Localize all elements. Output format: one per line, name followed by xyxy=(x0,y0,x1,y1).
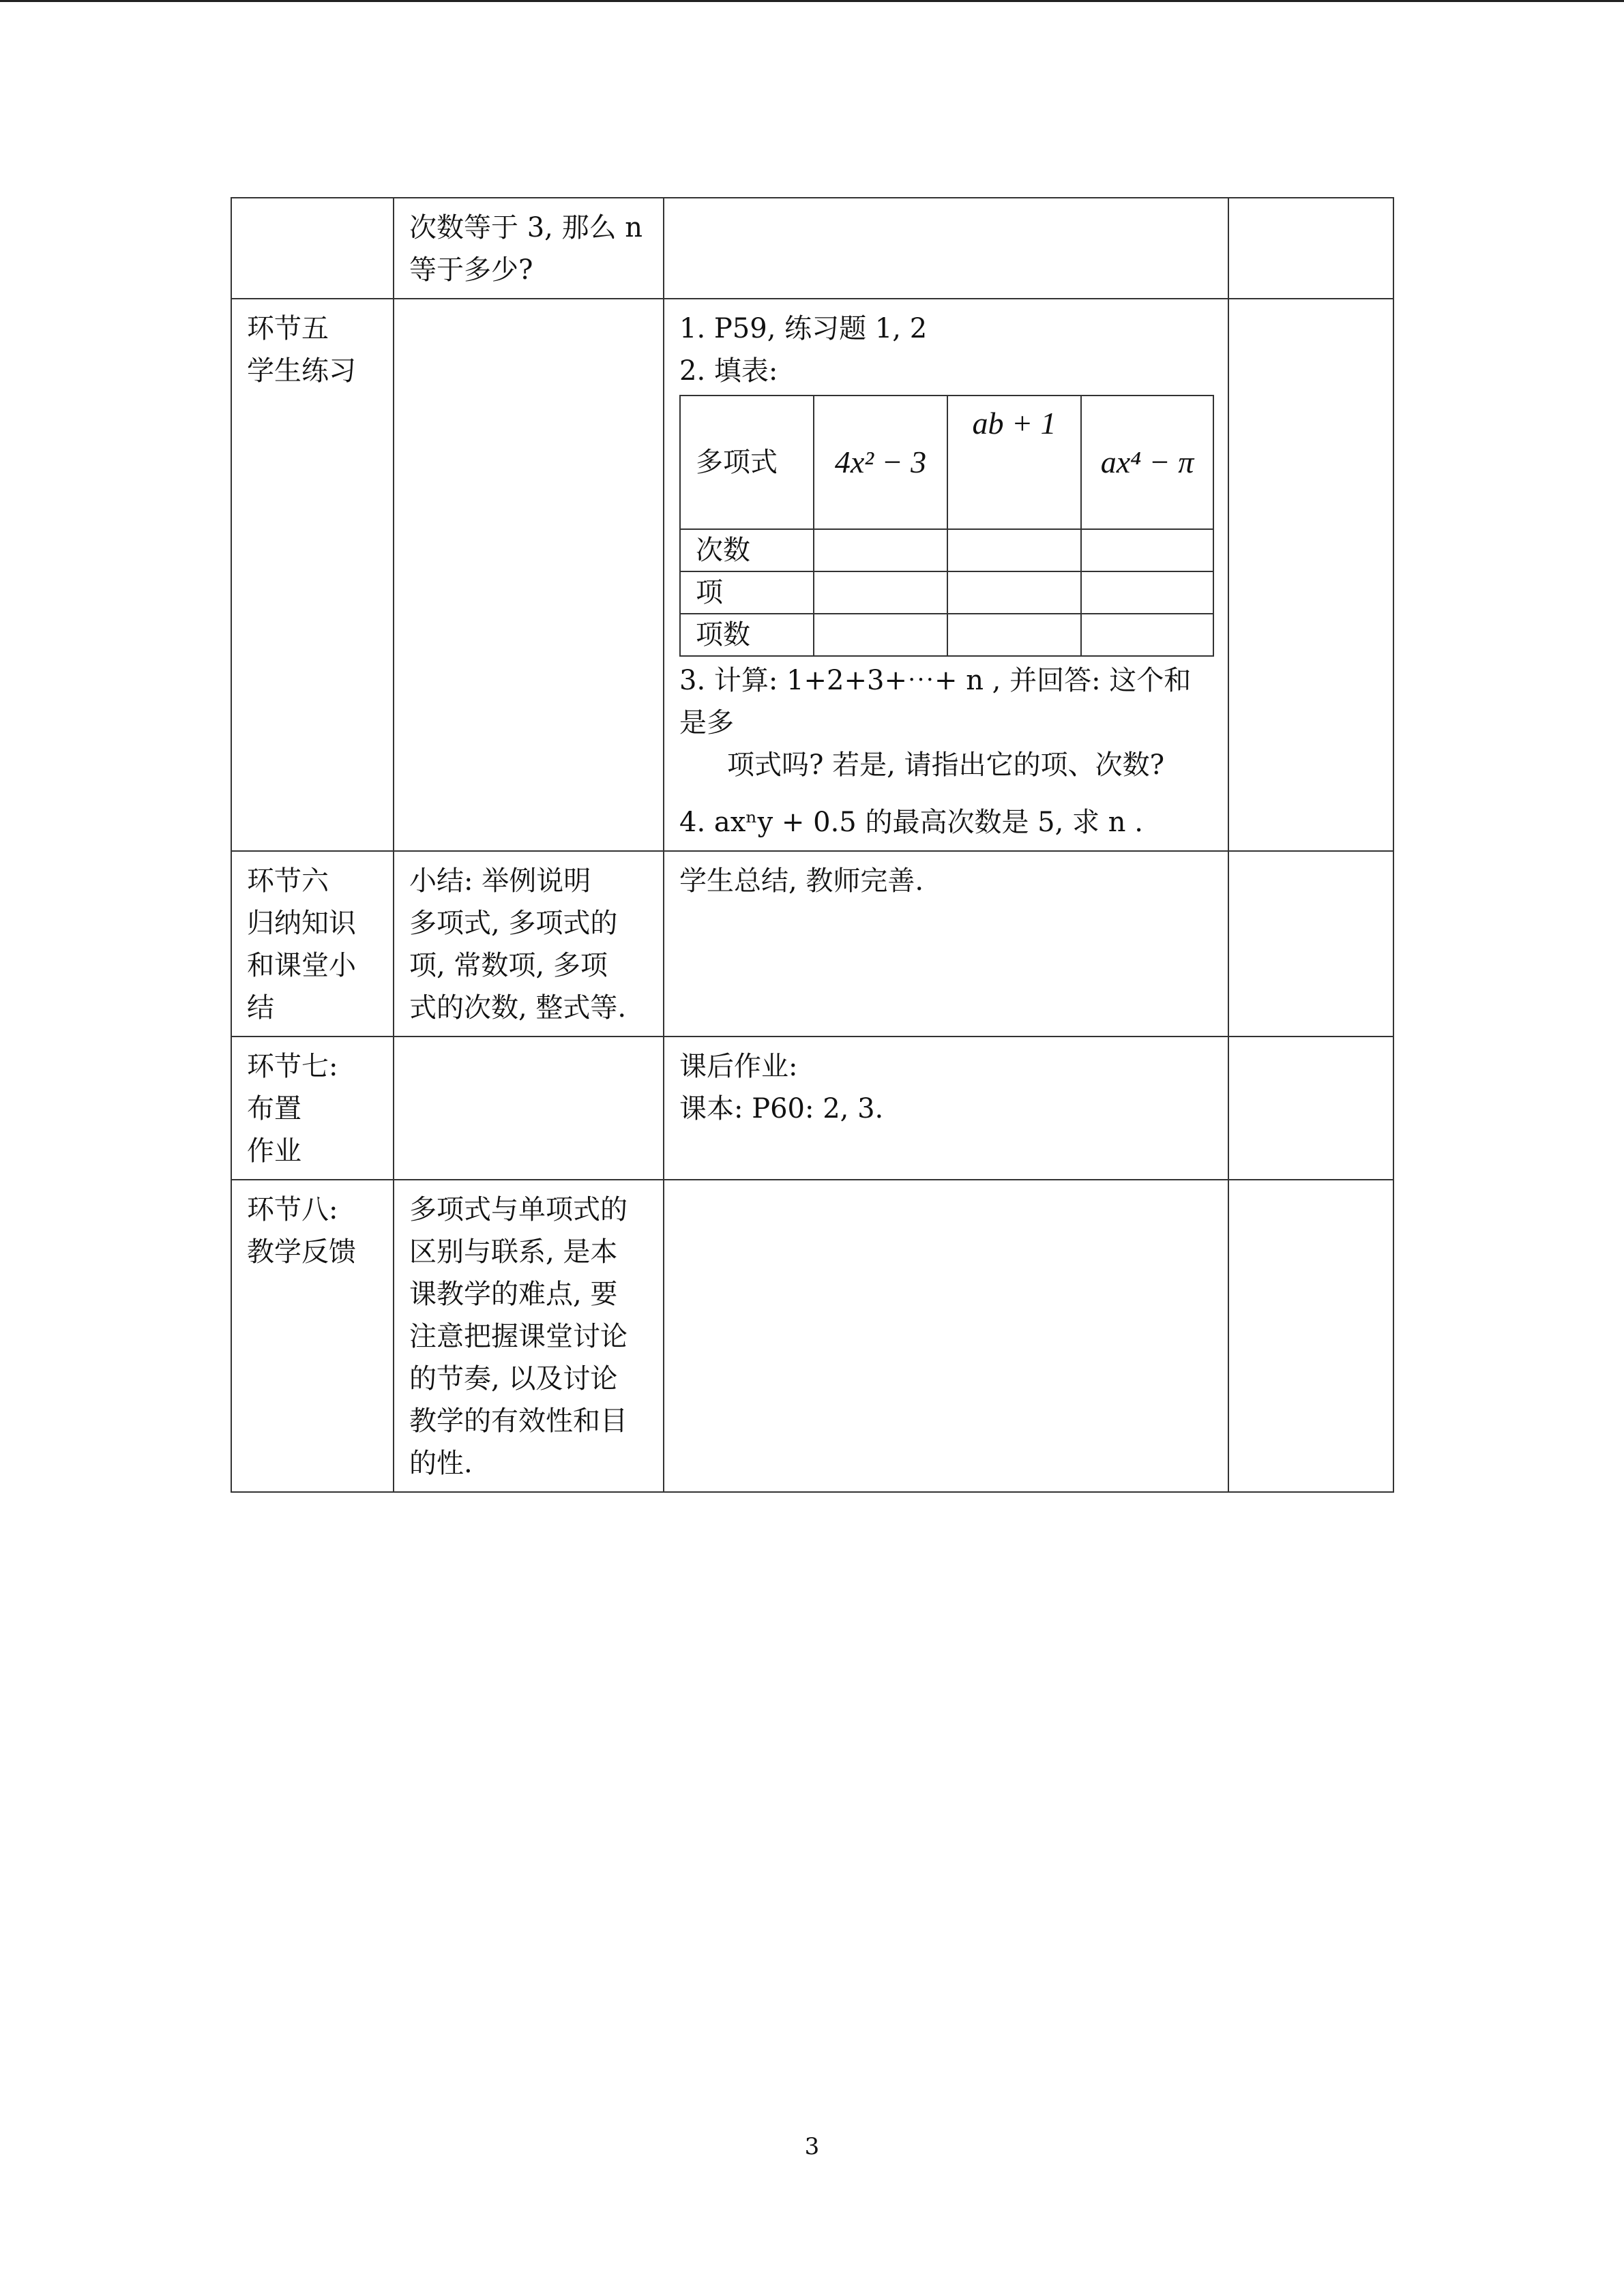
summary-line: 多项式, 多项式的 xyxy=(409,908,618,939)
stage-line: 学生练习 xyxy=(247,355,356,387)
summary-line: 的节奏, 以及讨论 xyxy=(409,1363,618,1395)
page-number: 3 xyxy=(804,2133,820,2160)
stage-cell xyxy=(231,299,394,851)
blank-cell xyxy=(814,529,947,571)
blank-cell xyxy=(814,571,947,614)
summary-cell xyxy=(394,1037,664,1180)
summary-line: 教学的有效性和目 xyxy=(409,1405,628,1437)
summary-line: 多项式与单项式的 xyxy=(409,1194,628,1225)
polynomial-expression: ax⁴ − π xyxy=(1081,396,1213,529)
activity-cell xyxy=(664,1037,1228,1180)
blank-cell xyxy=(1081,571,1213,614)
activity-cell xyxy=(664,1180,1228,1492)
summary-cell xyxy=(394,851,664,1037)
exercise-cell xyxy=(664,299,1228,851)
table-row xyxy=(231,299,1393,851)
exercise-item-4: 4. axⁿy + 0.5 的最高次数是 5, 求 n . xyxy=(679,807,1143,838)
summary-line: 的性. xyxy=(409,1448,473,1479)
lesson-plan-table xyxy=(231,197,1394,1493)
stage-cell xyxy=(231,198,394,299)
note-cell xyxy=(1228,1180,1393,1492)
fill-table-header-row xyxy=(680,396,1213,529)
polynomial-expression: ab + 1 xyxy=(947,396,1081,529)
fill-table-row xyxy=(680,614,1213,656)
blank-cell xyxy=(814,614,947,656)
stage-line: 作业 xyxy=(247,1135,301,1167)
fill-table-row xyxy=(680,529,1213,571)
summary-line: 课教学的难点, 要 xyxy=(409,1279,618,1310)
stage-cell xyxy=(231,851,394,1037)
exercise-item-3-continued: 项式吗? 若是, 请指出它的项、次数? xyxy=(727,749,1165,781)
table-row xyxy=(231,1180,1393,1492)
summary-line: 项, 常数项, 多项 xyxy=(409,950,608,981)
fill-table-row xyxy=(680,571,1213,614)
blank-cell xyxy=(1081,529,1213,571)
summary-cell xyxy=(394,299,664,851)
note-cell xyxy=(1228,299,1393,851)
summary-cell xyxy=(394,198,664,299)
summary-line: 次数等于 3, 那么 n xyxy=(409,212,643,243)
fill-table-row-label: 项数 xyxy=(680,614,814,656)
fill-table-row-label: 次数 xyxy=(680,529,814,571)
stage-line: 结 xyxy=(247,992,274,1024)
activity-line: 课本: P60: 2, 3. xyxy=(679,1093,884,1124)
summary-line: 注意把握课堂讨论 xyxy=(409,1321,628,1352)
note-cell xyxy=(1228,1037,1393,1180)
blank-cell xyxy=(947,571,1081,614)
summary-line: 式的次数, 整式等. xyxy=(409,992,627,1024)
note-cell xyxy=(1228,198,1393,299)
stage-line: 环节八: xyxy=(247,1194,338,1225)
stage-line: 环节七: xyxy=(247,1051,338,1082)
top-border-line xyxy=(0,0,1624,2)
exercise-item-3: 3. 计算: 1+2+3+⋯+ n , 并回答: 这个和是多 xyxy=(679,665,1192,739)
stage-cell xyxy=(231,1037,394,1180)
blank-cell xyxy=(1081,614,1213,656)
activity-line: 课后作业: xyxy=(679,1051,798,1082)
summary-line: 小结: 举例说明 xyxy=(409,865,591,897)
fill-table-row-label: 项 xyxy=(680,571,814,614)
table-row xyxy=(231,851,1393,1037)
activity-text: 学生总结, 教师完善. xyxy=(679,865,924,897)
table-row xyxy=(231,198,1393,299)
stage-line: 归纳知识 xyxy=(247,908,356,939)
stage-cell xyxy=(231,1180,394,1492)
blank-cell xyxy=(947,529,1081,571)
summary-line: 等于多少? xyxy=(409,254,533,286)
summary-cell xyxy=(394,1180,664,1492)
polynomial-expression: 4x² − 3 xyxy=(814,396,947,529)
exercise-item-1: 1. P59, 练习题 1, 2 xyxy=(679,313,928,344)
blank-cell xyxy=(947,614,1081,656)
note-cell xyxy=(1228,851,1393,1037)
stage-line: 和课堂小 xyxy=(247,950,356,981)
table-row xyxy=(231,1037,1393,1180)
activity-cell xyxy=(664,198,1228,299)
fill-table-header-label: 多项式 xyxy=(680,396,814,529)
stage-line: 环节五 xyxy=(247,313,329,344)
stage-line: 教学反馈 xyxy=(247,1236,356,1268)
stage-line: 布置 xyxy=(247,1093,301,1124)
activity-cell xyxy=(664,851,1228,1037)
fill-in-table xyxy=(679,395,1214,657)
summary-line: 区别与联系, 是本 xyxy=(409,1236,618,1268)
exercise-item-2: 2. 填表: xyxy=(679,355,778,387)
stage-line: 环节六 xyxy=(247,865,329,897)
